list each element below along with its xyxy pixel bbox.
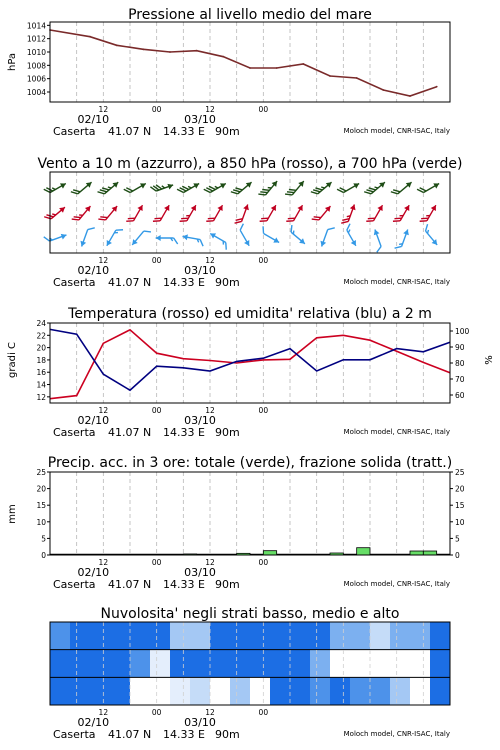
barb-head bbox=[404, 204, 412, 211]
wind-barb bbox=[319, 225, 335, 249]
cloud-cell-basso bbox=[110, 677, 131, 705]
cloud-cell-basso bbox=[130, 677, 151, 705]
precip-ytick-label: 25 bbox=[36, 468, 46, 477]
pressure-point bbox=[196, 50, 198, 52]
precip-bar bbox=[423, 551, 436, 555]
cloud-cell-alto bbox=[430, 622, 451, 650]
wind-barb bbox=[337, 178, 361, 197]
barb-head bbox=[433, 181, 440, 189]
rh-ytick-label: 70 bbox=[455, 375, 465, 384]
barb-feather bbox=[260, 226, 266, 233]
barb-feather bbox=[238, 224, 245, 230]
pressure-point bbox=[116, 44, 118, 46]
temperature-line bbox=[50, 330, 450, 399]
wind-barb bbox=[236, 224, 255, 248]
cloud-cell-alto bbox=[110, 622, 131, 650]
precip-ylabel: mm bbox=[7, 504, 18, 524]
barb-head bbox=[191, 204, 199, 211]
wind-barb bbox=[342, 224, 361, 248]
cloud-cell-alto bbox=[330, 622, 351, 650]
cloud-cell-alto bbox=[70, 622, 91, 650]
precip-ytick-label-right: 25 bbox=[455, 468, 465, 477]
barb-head bbox=[243, 204, 250, 211]
rh-ytick-label: 60 bbox=[455, 391, 465, 400]
barb-feather bbox=[375, 246, 382, 252]
pressure-point bbox=[169, 51, 171, 53]
barb-head bbox=[350, 204, 357, 211]
wind-barb bbox=[260, 202, 279, 226]
barb-feather bbox=[199, 240, 204, 247]
time-tick-label: 00 bbox=[258, 558, 269, 567]
barb-head bbox=[217, 204, 225, 211]
cloud-cell-medio bbox=[430, 650, 451, 678]
location-lon: 14.33 E bbox=[163, 578, 205, 591]
pressure-point bbox=[222, 56, 224, 58]
location-name: Caserta bbox=[53, 578, 96, 591]
wind-barb bbox=[44, 229, 68, 245]
precip-title: Precip. acc. in 3 ore: totale (verde), frazione solida (tratt.) bbox=[47, 455, 453, 471]
rh-ytick-label: 100 bbox=[455, 327, 470, 336]
pressure-point bbox=[436, 86, 438, 88]
temp-ytick-label: 12 bbox=[36, 392, 46, 402]
cloud-title: Nuvolosita' negli strati basso, medio e alto bbox=[100, 606, 400, 622]
cloud-cell-medio bbox=[170, 650, 191, 678]
pressure-ytick-label: 1006 bbox=[26, 74, 46, 84]
pressure-point bbox=[142, 48, 144, 50]
date-label: 03/10 bbox=[184, 716, 216, 729]
wind-barb bbox=[44, 203, 67, 224]
panel-frame bbox=[50, 22, 450, 102]
date-label: 03/10 bbox=[184, 566, 216, 579]
temp-ytick-label: 18 bbox=[36, 355, 46, 365]
cloud-cell-basso bbox=[310, 677, 331, 705]
wind-barb bbox=[207, 231, 231, 250]
barb-feather bbox=[328, 226, 335, 232]
wind-barb bbox=[79, 225, 95, 249]
barb-head bbox=[60, 181, 67, 189]
location-name: Caserta bbox=[53, 125, 96, 138]
location-lat: 41.07 N bbox=[108, 426, 152, 439]
cloud-cell-medio bbox=[190, 650, 211, 678]
precip-ytick-label: 20 bbox=[36, 484, 46, 494]
wind-barb bbox=[369, 229, 385, 253]
cloud-cell-basso bbox=[270, 677, 291, 705]
location-alt: 90m bbox=[215, 125, 240, 138]
cloud-cell-medio bbox=[290, 650, 311, 678]
temp-ylabel-right: % bbox=[484, 355, 495, 365]
barb-head bbox=[297, 204, 305, 211]
location-lat: 41.07 N bbox=[108, 276, 152, 289]
wind-barb bbox=[393, 202, 412, 226]
cloud-cell-basso bbox=[410, 677, 431, 705]
wind-barb bbox=[98, 178, 121, 199]
barb-head bbox=[164, 204, 172, 211]
pressure-ytick-label: 1014 bbox=[26, 21, 46, 31]
pressure-point bbox=[382, 89, 384, 91]
location-alt: 90m bbox=[215, 728, 240, 741]
cloud-cell-basso bbox=[90, 677, 111, 705]
wind-barb bbox=[156, 235, 178, 244]
pressure-point bbox=[89, 36, 91, 38]
temp-ytick-label: 16 bbox=[36, 368, 46, 378]
location-alt: 90m bbox=[215, 426, 240, 439]
wind-barb bbox=[153, 202, 172, 226]
cloud-cell-alto bbox=[310, 622, 331, 650]
barb-feather bbox=[44, 235, 50, 242]
cloud-cell-basso bbox=[330, 677, 351, 705]
precip-bar bbox=[263, 551, 276, 555]
model-credit: Moloch model, CNR-ISAC, Italy bbox=[343, 428, 450, 436]
barb-feather bbox=[144, 228, 151, 235]
pressure-point bbox=[302, 63, 304, 65]
wind-barb bbox=[285, 177, 306, 200]
location-lon: 14.33 E bbox=[163, 125, 205, 138]
location-name: Caserta bbox=[53, 276, 96, 289]
panel-frame bbox=[50, 323, 450, 403]
time-tick-label: 00 bbox=[151, 708, 162, 717]
cloud-cell-alto bbox=[130, 622, 151, 650]
wind-barb bbox=[180, 202, 199, 226]
model-credit: Moloch model, CNR-ISAC, Italy bbox=[343, 127, 450, 135]
date-label: 02/10 bbox=[77, 566, 110, 579]
wind-barb bbox=[366, 202, 385, 226]
pressure-ytick-label: 1012 bbox=[26, 34, 46, 44]
barb-head bbox=[167, 182, 174, 189]
date-label: 03/10 bbox=[184, 113, 216, 126]
cloud-cell-medio bbox=[90, 650, 111, 678]
barb-head bbox=[79, 241, 86, 248]
cloud-cell-alto bbox=[350, 622, 371, 650]
humidity-line bbox=[50, 329, 450, 390]
barb-head bbox=[273, 237, 280, 245]
pressure-ytick-label: 1010 bbox=[26, 48, 46, 57]
date-label: 03/10 bbox=[184, 414, 216, 427]
pressure-ylabel: hPa bbox=[7, 52, 18, 72]
rh-ytick-label: 80 bbox=[455, 359, 465, 368]
temp-ylabel: gradi C bbox=[7, 342, 18, 378]
time-tick-label: 00 bbox=[258, 406, 269, 415]
location-lat: 41.07 N bbox=[108, 728, 152, 741]
cloud-cell-basso bbox=[210, 677, 231, 705]
time-tick-label: 12 bbox=[205, 406, 215, 415]
barb-head bbox=[353, 181, 360, 189]
wind-barb bbox=[312, 202, 333, 225]
wind-barb bbox=[204, 178, 228, 197]
temp-ytick-label: 14 bbox=[36, 380, 46, 390]
cloud-cell-basso bbox=[390, 677, 411, 705]
location-name: Caserta bbox=[53, 728, 96, 741]
barb-head bbox=[244, 240, 252, 247]
wind-barb bbox=[124, 178, 148, 197]
pressure-point bbox=[276, 67, 278, 69]
precip-ytick-label-right: 15 bbox=[455, 501, 465, 511]
model-credit: Moloch model, CNR-ISAC, Italy bbox=[343, 278, 450, 286]
cloud-cell-basso bbox=[250, 677, 271, 705]
cloud-cell-medio bbox=[310, 650, 331, 678]
cloud-cell-medio bbox=[350, 650, 371, 678]
cloud-cell-medio bbox=[370, 650, 391, 678]
time-tick-label: 12 bbox=[205, 558, 215, 567]
time-tick-label: 00 bbox=[151, 256, 162, 265]
pressure-ytick-label: 1004 bbox=[26, 88, 46, 97]
cloud-cell-medio bbox=[250, 650, 271, 678]
barb-head bbox=[137, 204, 145, 211]
cloud-cell-basso bbox=[370, 677, 391, 705]
time-tick-label: 00 bbox=[258, 105, 269, 114]
barb-head bbox=[403, 229, 410, 236]
precip-ytick-label-right: 5 bbox=[455, 534, 460, 544]
precip-bar bbox=[410, 551, 423, 555]
temp-ytick-label: 22 bbox=[36, 331, 46, 341]
wind-barb bbox=[72, 202, 93, 225]
cloud-cell-alto bbox=[230, 622, 251, 650]
barb-feather bbox=[395, 244, 402, 250]
barb-head bbox=[104, 240, 112, 247]
cloud-cell-alto bbox=[270, 622, 291, 650]
rh-ytick-label: 90 bbox=[455, 343, 465, 352]
pressure-line bbox=[50, 30, 437, 96]
precip-ytick-label: 5 bbox=[41, 534, 46, 544]
date-label: 02/10 bbox=[77, 414, 110, 427]
cloud-cell-basso bbox=[290, 677, 311, 705]
time-tick-label: 12 bbox=[98, 105, 109, 114]
barb-feather bbox=[88, 226, 95, 232]
cloud-cell-alto bbox=[390, 622, 411, 650]
cloud-cell-basso bbox=[170, 677, 191, 705]
wind-barb bbox=[150, 179, 174, 195]
barb-head bbox=[61, 232, 68, 239]
precip-ytick-label-right: 20 bbox=[455, 484, 465, 494]
cloud-cell-alto bbox=[210, 622, 231, 650]
wind-barb bbox=[391, 178, 414, 199]
barb-head bbox=[220, 181, 227, 189]
barb-head bbox=[140, 181, 147, 189]
location-lon: 14.33 E bbox=[163, 728, 205, 741]
cloud-cell-basso bbox=[150, 677, 171, 705]
location-lon: 14.33 E bbox=[163, 426, 205, 439]
time-tick-label: 00 bbox=[151, 558, 162, 567]
cloud-cell-medio bbox=[110, 650, 131, 678]
wind-barb bbox=[104, 225, 123, 249]
pressure-point bbox=[409, 95, 411, 97]
panel-frame bbox=[50, 472, 450, 555]
wind-barb bbox=[259, 226, 283, 245]
time-tick-label: 00 bbox=[258, 708, 269, 717]
cloud-cell-medio bbox=[130, 650, 151, 678]
cloud-cell-basso bbox=[430, 677, 451, 705]
cloud-cell-medio bbox=[270, 650, 291, 678]
wind-barb bbox=[181, 233, 204, 246]
time-tick-label: 12 bbox=[98, 256, 109, 265]
cloud-cell-medio bbox=[230, 650, 251, 678]
wind-barb bbox=[130, 226, 151, 249]
date-label: 02/10 bbox=[77, 716, 110, 729]
barb-head bbox=[372, 229, 379, 236]
time-tick-label: 00 bbox=[151, 105, 162, 114]
model-credit: Moloch model, CNR-ISAC, Italy bbox=[343, 730, 450, 738]
cloud-cell-alto bbox=[190, 622, 211, 650]
temp-title: Temperatura (rosso) ed umidita' relativa (blu) a 2 m bbox=[68, 306, 432, 322]
cloud-cell-alto bbox=[90, 622, 111, 650]
precip-ytick-label-right: 10 bbox=[455, 517, 465, 527]
precip-ytick-label: 15 bbox=[36, 501, 46, 511]
wind-barb bbox=[311, 178, 334, 199]
barb-head bbox=[271, 204, 279, 211]
barb-head bbox=[319, 241, 326, 248]
date-label: 02/10 bbox=[77, 264, 110, 277]
location-name: Caserta bbox=[53, 426, 96, 439]
cloud-cell-alto bbox=[410, 622, 431, 650]
wind-barb bbox=[206, 202, 225, 226]
wind-barb bbox=[126, 202, 145, 226]
pressure-ytick-label: 1008 bbox=[26, 61, 46, 71]
barb-head bbox=[377, 204, 385, 211]
cloud-cell-medio bbox=[390, 650, 411, 678]
wind-barb bbox=[364, 178, 387, 199]
wind-barb bbox=[286, 202, 305, 226]
model-credit: Moloch model, CNR-ISAC, Italy bbox=[343, 580, 450, 588]
wind-barb bbox=[98, 202, 119, 225]
precip-ytick-label-right: 0 bbox=[455, 551, 460, 560]
cloud-cell-medio bbox=[150, 650, 171, 678]
cloud-cell-basso bbox=[50, 677, 71, 705]
time-tick-label: 12 bbox=[98, 406, 109, 415]
pressure-point bbox=[356, 77, 358, 79]
barb-head bbox=[351, 240, 359, 247]
barb-feather bbox=[423, 224, 430, 231]
time-tick-label: 00 bbox=[151, 406, 162, 415]
wind-barb bbox=[71, 178, 94, 199]
pressure-title: Pressione al livello medio del mare bbox=[128, 7, 372, 23]
location-lon: 14.33 E bbox=[163, 276, 205, 289]
cloud-cell-alto bbox=[370, 622, 391, 650]
barb-head bbox=[431, 204, 439, 211]
cloud-cell-basso bbox=[230, 677, 251, 705]
location-lat: 41.07 N bbox=[108, 125, 152, 138]
cloud-cell-alto bbox=[250, 622, 271, 650]
barb-feather bbox=[345, 224, 352, 230]
cloud-cell-alto bbox=[50, 622, 71, 650]
location-alt: 90m bbox=[215, 276, 240, 289]
precip-ytick-label: 0 bbox=[41, 551, 46, 560]
cloud-cell-alto bbox=[290, 622, 311, 650]
wind-barb bbox=[177, 178, 201, 197]
location-alt: 90m bbox=[215, 578, 240, 591]
wind-barb bbox=[420, 202, 439, 226]
time-tick-label: 12 bbox=[205, 256, 215, 265]
time-tick-label: 12 bbox=[98, 558, 109, 567]
cloud-cell-basso bbox=[350, 677, 371, 705]
pressure-point bbox=[249, 67, 251, 69]
wind-barb bbox=[231, 178, 254, 199]
temp-ytick-label: 24 bbox=[36, 319, 46, 328]
wind-title: Vento a 10 m (azzurro), a 850 hPa (rosso), a 700 hPa (verde) bbox=[37, 156, 463, 172]
date-label: 03/10 bbox=[184, 264, 216, 277]
wind-barb bbox=[258, 177, 279, 200]
time-tick-label: 00 bbox=[258, 256, 269, 265]
cloud-cell-alto bbox=[150, 622, 171, 650]
wind-barb bbox=[44, 178, 68, 197]
time-tick-label: 12 bbox=[98, 708, 109, 717]
temp-ytick-label: 20 bbox=[36, 343, 46, 353]
wind-barb bbox=[421, 224, 442, 247]
cloud-cell-basso bbox=[70, 677, 91, 705]
time-tick-label: 12 bbox=[205, 708, 215, 717]
barb-head bbox=[193, 181, 200, 189]
time-tick-label: 12 bbox=[205, 105, 215, 114]
cloud-cell-basso bbox=[190, 677, 211, 705]
cloud-cell-medio bbox=[70, 650, 91, 678]
precip-bar bbox=[357, 548, 370, 555]
location-lat: 41.07 N bbox=[108, 578, 152, 591]
cloud-cell-medio bbox=[50, 650, 71, 678]
barb-feather bbox=[174, 238, 178, 244]
cloud-cell-alto bbox=[170, 622, 191, 650]
wind-barb bbox=[286, 225, 309, 246]
cloud-cell-medio bbox=[410, 650, 431, 678]
date-label: 02/10 bbox=[77, 113, 110, 126]
wind-barb bbox=[417, 178, 441, 197]
precip-ytick-label: 10 bbox=[36, 517, 46, 527]
pressure-point bbox=[329, 75, 331, 77]
cloud-cell-medio bbox=[210, 650, 231, 678]
cloud-cell-medio bbox=[330, 650, 351, 678]
